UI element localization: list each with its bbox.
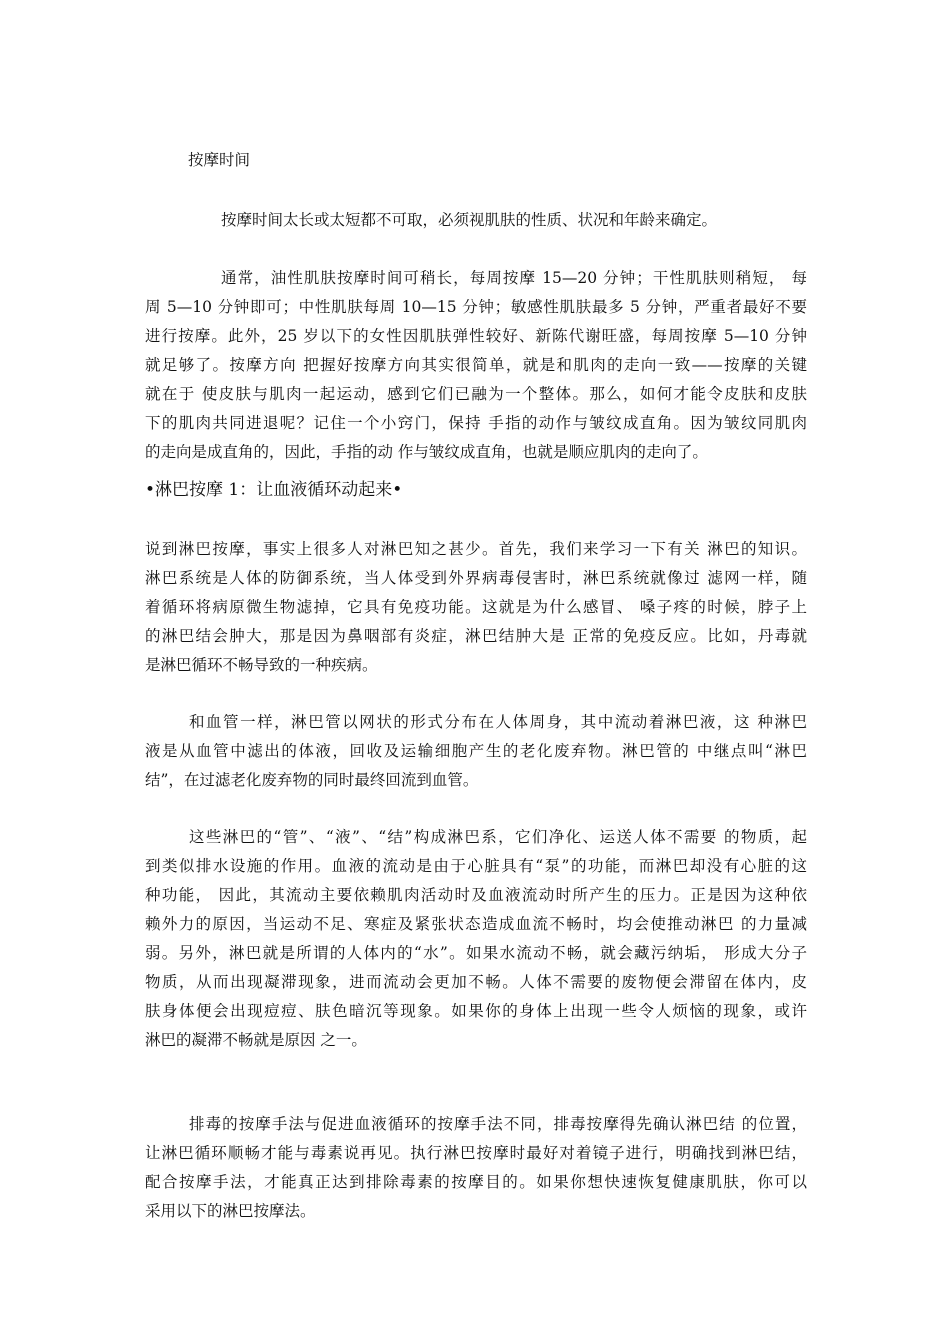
paragraph-line: 物质，从而出现凝滞现象，进而流动会更加不畅。人体不需要的废物便会滞留在体内，皮: [145, 973, 807, 991]
paragraph-line: 下的肌肉共同进退呢？记住一个小窍门，保持 手指的动作与皱纹成直角。因为皱纹同肌肉: [145, 414, 807, 432]
paragraph-line: 淋巴系统是人体的防御系统，当人体受到外界病毒侵害时，淋巴系统就像过 滤网一样，随: [145, 569, 807, 587]
paragraph-line: 进行按摩。此外，25 岁以下的女性因肌肤弹性较好、新陈代谢旺盛，每周按摩 5—10 分钟: [145, 327, 807, 345]
paragraph-line: 种功能， 因此，其流动主要依赖肌肉活动时及血液流动时所产生的压力。正是因为这种依: [145, 886, 807, 904]
paragraph-massage-time: [145, 264, 807, 467]
paragraph-line: 排毒的按摩手法与促进血液循环的按摩手法不同，排毒按摩得先确认淋巴结 的位置，: [189, 1115, 807, 1133]
paragraph-line: 通常，油性肌肤按摩时间可稍长，每周按摩 15—20 分钟；干性肌肤则稍短， 每: [221, 269, 807, 287]
paragraph-line: 到类似排水设施的作用。血液的流动是由于心脏具有“泵”的功能，而淋巴却没有心脏的这: [145, 857, 807, 875]
paragraph-line: 周 5—10 分钟即可；中性肌肤每周 10—15 分钟；敏感性肌肤最多 5 分钟，严重者最好不要: [145, 298, 807, 316]
paragraph-line: 就在于 使皮肤与肌肉一起运动，感到它们已融为一个整体。那么，如何才能令皮肤和皮肤: [145, 385, 807, 403]
paragraph-lymph-intro: [145, 535, 807, 680]
paragraph-line: 让淋巴循环顺畅才能与毒素说再见。执行淋巴按摩时最好对着镜子进行，明确找到淋巴结，: [145, 1144, 807, 1162]
lymph-massage-heading: •淋巴按摩 1：让血液循环动起来•: [145, 480, 403, 500]
section-title: 按摩时间: [188, 151, 251, 169]
paragraph-line: 结”，在过滤老化废弃物的同时最终回流到血管。: [145, 771, 479, 789]
intro-paragraph: [221, 206, 821, 235]
paragraph-line: 的走向是成直角的，因此，手指的动 作与皱纹成直角，也就是顺应肌肉的走向了。: [145, 443, 708, 461]
paragraph-line: 淋巴的凝滞不畅就是原因 之一。: [145, 1031, 367, 1049]
paragraph-line: 说到淋巴按摩，事实上很多人对淋巴知之甚少。首先，我们来学习一下有关 淋巴的知识。: [145, 540, 807, 558]
paragraph-line: 采用以下的淋巴按摩法。: [145, 1202, 316, 1220]
paragraph-line: 液是从血管中滤出的体液，回收及运输细胞产生的老化废弃物。淋巴管的 中继点叫“淋巴: [145, 742, 807, 760]
paragraph-line: 赖外力的原因，当运动不足、寒症及紧张状态造成血流不畅时，均会使推动淋巴 的力量减: [145, 915, 807, 933]
paragraph-line: 着循环将病原微生物滤掉，它具有免疫功能。这就是为什么感冒、 嗓子疼的时候，脖子上: [145, 598, 807, 616]
paragraph-line: 肤身体便会出现痘痘、肤色暗沉等现象。如果你的身体上出现一些令人烦恼的现象，或许: [145, 1002, 807, 1020]
paragraph-line: 的淋巴结会肿大，那是因为鼻咽部有炎症，淋巴结肿大是 正常的免疫反应。比如，丹毒就: [145, 627, 807, 645]
paragraph-line: 和血管一样，淋巴管以网状的形式分布在人体周身，其中流动着淋巴液，这 种淋巴: [189, 713, 807, 731]
paragraph-detox-massage: [145, 1110, 807, 1226]
paragraph-lymph-system: [145, 823, 807, 1055]
paragraph-line: 按摩时间太长或太短都不可取，必须视肌肤的性质、状况和年龄来确定。: [221, 211, 718, 229]
paragraph-line: 弱。另外，淋巴就是所谓的人体内的“水”。如果水流动不畅，就会藏污纳垢， 形成大分子: [145, 944, 807, 962]
paragraph-line: 配合按摩手法，才能真正达到排除毒素的按摩目的。如果你想快速恢复健康肌肤，你可以: [145, 1173, 807, 1191]
paragraph-lymph-vessels: [145, 708, 807, 795]
paragraph-line: 就足够了。按摩方向 把握好按摩方向其实很简单，就是和肌肉的走向一致——按摩的关键: [145, 356, 807, 374]
paragraph-line: 是淋巴循环不畅导致的一种疾病。: [145, 656, 378, 674]
paragraph-line: 这些淋巴的“管”、“液”、“结”构成淋巴系，它们净化、运送人体不需要 的物质，起: [189, 828, 807, 846]
